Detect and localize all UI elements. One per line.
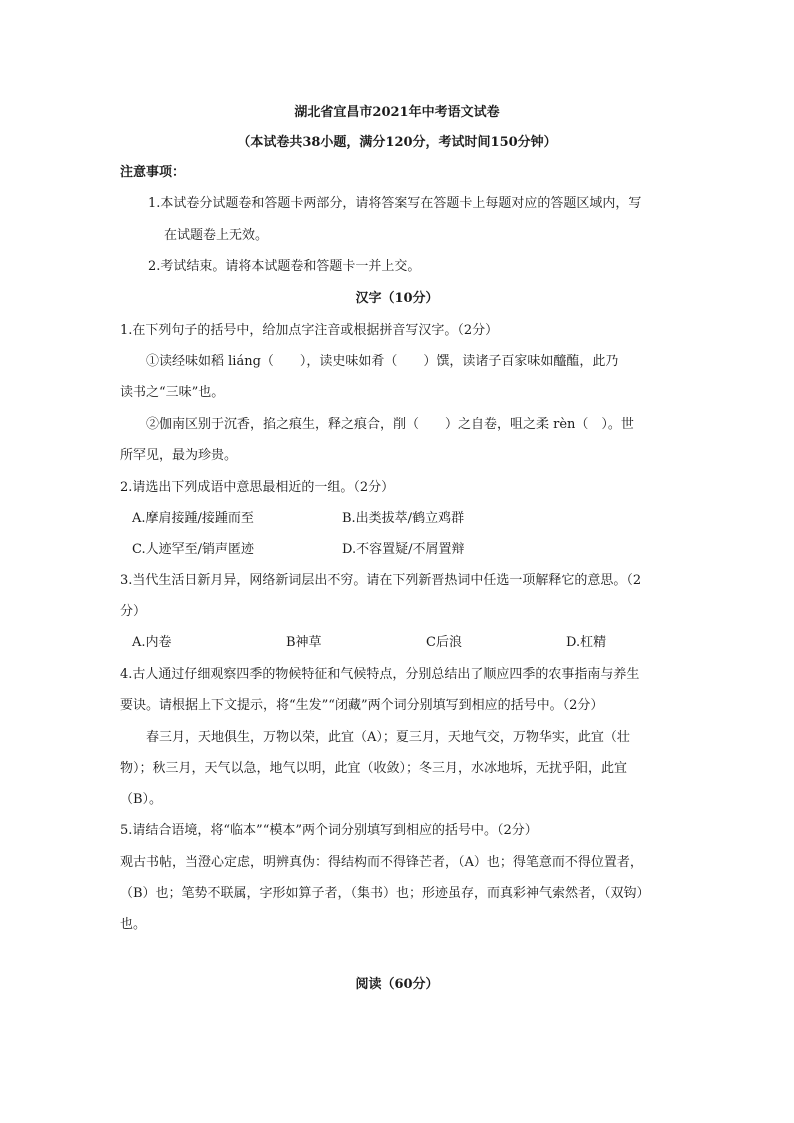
question-1-sentence-1-line-2: 读书之“三味”也。 [120,385,225,400]
notice-item-1-line-2: 在试题卷上无效。 [164,228,269,243]
question-4-passage-line-3: （B）。 [120,792,163,807]
question-4-stem-line-1: 4.古人通过仔细观察四季的物候特征和气候特点，分别总结出了顺应四季的农事指南与养生 [120,667,640,682]
question-3-option-c: C后浪 [426,635,462,650]
question-2-option-d: D.不容置疑/不屑置辩 [342,542,465,557]
question-5-passage-line-3: 也。 [120,917,147,932]
question-4-stem-line-2: 要诀。请根据上下文提示，将“生发”“闭藏”两个词分别填写到相应的括号中。（2分） [120,698,604,713]
question-3-stem-line-1: 3.当代生活日新月异，网络新词层出不穷。请在下列新晋热词中任选一项解释它的意思。（2 [120,573,642,588]
question-3-option-d: D.杠精 [566,635,607,650]
question-4-passage-line-1: 春三月，天地俱生，万物以荣，此宜（A）；夏三月，天地气交，万物华实，此宜（壮 [146,730,630,745]
question-5-passage-line-1: 观古书帖，当澄心定虑，明辨真伪：得结构而不得锋芒者，（A）也；得笔意而不得位置者， [120,855,643,870]
exam-title: 湖北省宜昌市2021年中考语文试卷 [294,105,500,120]
question-3-option-b: B神草 [286,635,322,650]
question-1-stem: 1.在下列句子的括号中，给加点字注音或根据拼音写汉字。（2分） [120,323,499,338]
question-2-option-c: C.人迹罕至/销声匿迹 [132,542,254,557]
notice-item-1-line-1: 1.本试卷分试题卷和答题卡两部分，请将答案写在答题卡上每题对应的答题区域内，写 [148,196,642,211]
question-4-passage-line-2: 物）；秋三月，天气以急，地气以明，此宜（收敛）；冬三月，水冰地坼，无扰乎阳，此宜 [120,761,628,776]
question-2-option-a: A.摩肩接踵/接踵而至 [132,511,254,526]
question-3-option-a: A.内卷 [132,635,172,650]
question-5-stem: 5.请结合语境，将“临本”“模本”两个词分别填写到相应的括号中。（2分） [120,823,538,838]
notice-heading: 注意事项： [120,165,186,180]
question-1-sentence-2-line-2: 所罕见，最为珍贵。 [120,448,238,463]
section-heading-hanzi: 汉字（10分） [355,291,439,306]
question-1-sentence-2-line-1: ②伽南区别于沉香，掐之痕生，释之痕合，削（ ）之自卷，咀之柔 rèn（ ）。世 [146,417,634,432]
question-2-stem: 2.请选出下列成语中意思最相近的一组。（2分） [120,480,395,495]
question-1-sentence-1-line-1: ①读经味如稻 liáng（ ），读史味如肴（ ）馔，读诸子百家味如醯醢，此乃 [146,354,619,369]
section-heading-reading: 阅读（60分） [355,977,439,992]
exam-subtitle: （本试卷共38小题，满分120分，考试时间150分钟） [237,135,557,150]
question-5-passage-line-2: （B）也；笔势不联属，字形如算子者，（集书）也；形迹虽存，而真彩神气索然者，（双钩） [120,886,650,901]
notice-item-2: 2.考试结束。请将本试题卷和答题卡一并上交。 [148,259,421,274]
question-3-stem-line-2: 分） [120,604,147,619]
question-2-option-b: B.出类拔萃/鹤立鸡群 [342,511,465,526]
